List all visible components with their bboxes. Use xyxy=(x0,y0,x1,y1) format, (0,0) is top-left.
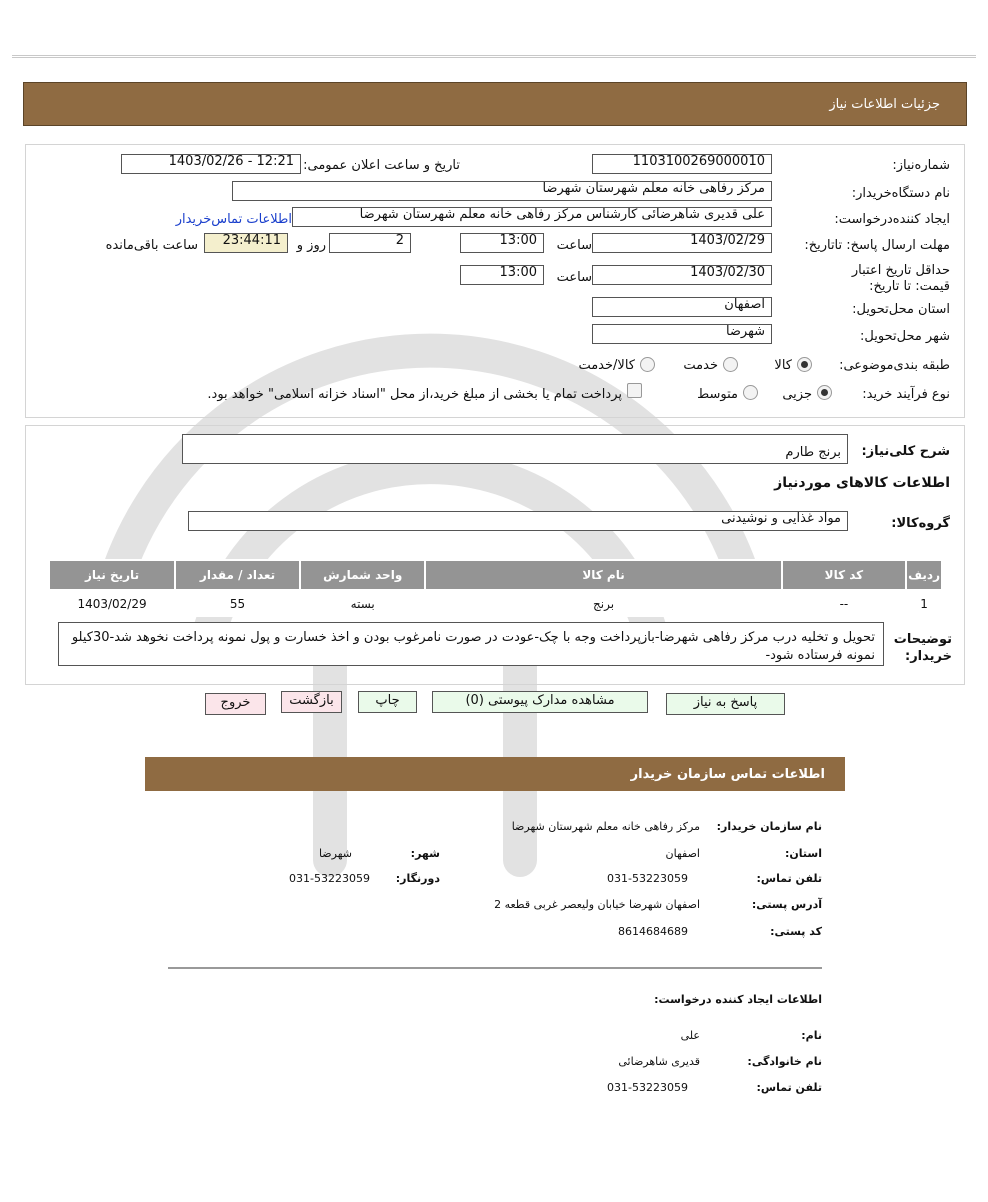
city-field[interactable]: شهرضا xyxy=(592,324,772,344)
contact-city-value: شهرضا xyxy=(318,847,352,860)
cell-name: برنج xyxy=(425,590,781,617)
contact-province-label: استان: xyxy=(785,847,822,860)
goods-heading: اطلاعات کالاهای مورد‌نیاز xyxy=(774,475,950,491)
announce-datetime-field[interactable]: 1403/02/26 - 12:21 xyxy=(121,154,301,174)
exit-button[interactable]: خروج xyxy=(205,693,266,715)
validity-hour-label: ساعت xyxy=(556,270,592,285)
contact-phone-label: تلفن تماس: xyxy=(756,872,822,885)
days-field[interactable]: 2 xyxy=(329,233,411,253)
col-unit: واحد شمارش xyxy=(300,560,425,590)
process-label: نوع فرآیند خرید: xyxy=(862,387,950,402)
category-service-label: خدمت xyxy=(683,358,718,373)
page-header xyxy=(23,82,967,126)
creator-family-label: نام خانوادگی: xyxy=(747,1055,822,1068)
validity-date-field[interactable]: 1403/02/30 xyxy=(592,265,772,285)
contact-postal-label: کد پستی: xyxy=(770,925,822,938)
treasury-payment-checkbox[interactable] xyxy=(627,383,642,398)
deadline-hour-label: ساعت xyxy=(556,238,592,253)
remaining-label: ساعت باقی‌مانده xyxy=(105,238,198,253)
group-label: گروه‌کالا: xyxy=(891,516,950,531)
buyer-contact-link[interactable]: اطلاعات تماس‌خریدار xyxy=(175,212,292,227)
contact-phone-value: 031-53223059 xyxy=(607,872,688,885)
process-medium-radio[interactable] xyxy=(743,385,758,400)
notes-label: توضیحات خریدار: xyxy=(893,632,952,664)
col-row: ردیف xyxy=(906,560,942,590)
deadline-label: مهلت ارسال پاسخ: تاتاریخ: xyxy=(804,238,950,253)
cell-code: -- xyxy=(782,590,906,617)
contact-heading: اطلاعات تماس سازمان خریدار xyxy=(630,767,825,782)
process-minor-label: جزیی xyxy=(782,387,812,402)
contact-fax-value: 031-53223059 xyxy=(289,872,370,885)
creator-phone-value: 031-53223059 xyxy=(607,1081,688,1094)
contact-divider xyxy=(168,967,822,969)
cell-quantity: 55 xyxy=(175,590,300,617)
col-name: نام کالا xyxy=(425,560,781,590)
contact-address-value: اصفهان شهرضا خیابان ولیعصر غربی قطعه 2 xyxy=(494,898,700,911)
days-label: روز و xyxy=(296,238,326,253)
announce-label: تاریخ و ساعت اعلان عمومی: xyxy=(303,158,460,173)
creator-family-value: قدیری شاهرضائی xyxy=(618,1055,700,1068)
category-both-radio[interactable] xyxy=(640,357,655,372)
creator-name-label: نام: xyxy=(801,1029,822,1042)
top-divider xyxy=(12,55,976,58)
col-code: کد کالا xyxy=(782,560,906,590)
deadline-date-field[interactable]: 1403/02/29 xyxy=(592,233,772,253)
remaining-time-field: 23:44:11 xyxy=(204,233,288,253)
buyer-org-field[interactable]: مرکز رفاهی خانه معلم شهرستان شهرضا xyxy=(232,181,772,201)
province-field[interactable]: اصفهان xyxy=(592,297,772,317)
attachments-button[interactable]: مشاهده مدارک پیوستی (0) xyxy=(432,691,648,713)
city-label: شهر محل‌تحویل: xyxy=(860,329,950,344)
need-number-field[interactable]: 1103100269000010 xyxy=(592,154,772,174)
items-table xyxy=(48,559,943,617)
process-medium-label: متوسط xyxy=(697,387,738,402)
contact-org-value: مرکز رفاهی خانه معلم شهرستان شهرضا xyxy=(511,820,700,833)
page-title: جزئیات اطلاعات نیاز xyxy=(829,97,940,112)
category-label: طبقه بندی‌موضوعی: xyxy=(839,358,950,373)
back-button[interactable]: بازگشت xyxy=(281,691,342,713)
print-button[interactable]: چاپ xyxy=(358,691,417,713)
notes-field[interactable]: تحویل و تخلیه درب مرکز رفاهی شهرضا-بازپرداخت وجه با چک-عودت در صورت نامرغوب بودن و اخذ خسارت و پول نمونه پرداخت نخوهد شد-30کیلو نمونه فرستاده شود- xyxy=(58,622,884,666)
need-number-label: شماره‌نیاز: xyxy=(892,158,950,173)
process-minor-radio[interactable] xyxy=(817,385,832,400)
table-row[interactable] xyxy=(49,590,942,617)
creator-info-heading: اطلاعات ایجاد کننده درخواست: xyxy=(654,993,822,1006)
desc-field[interactable]: برنج طارم xyxy=(182,434,848,464)
contact-address-label: آدرس پستی: xyxy=(751,898,822,911)
category-service-radio[interactable] xyxy=(723,357,738,372)
creator-phone-label: تلفن تماس: xyxy=(756,1081,822,1094)
cell-date: 1403/02/29 xyxy=(49,590,175,617)
cell-row: 1 xyxy=(906,590,942,617)
contact-city-label: شهر: xyxy=(410,847,440,860)
creator-field[interactable]: علی قدیری شاهرضائی کارشناس مرکز رفاهی خانه معلم شهرستان شهرضا xyxy=(292,207,772,227)
group-field[interactable]: مواد غذایی و نوشیدنی xyxy=(188,511,848,531)
province-label: استان محل‌تحویل: xyxy=(852,302,950,317)
contact-province-value: اصفهان xyxy=(665,847,700,860)
validity-time-field[interactable]: 13:00 xyxy=(460,265,544,285)
contact-org-label: نام سازمان خریدار: xyxy=(716,820,822,833)
cell-unit: بسته xyxy=(300,590,425,617)
creator-name-value: علی xyxy=(680,1029,700,1042)
category-goods-radio[interactable] xyxy=(797,357,812,372)
creator-label: ایجاد کننده‌درخواست: xyxy=(834,212,950,227)
reply-button[interactable]: پاسخ به نیاز xyxy=(666,693,785,715)
col-date: تاریخ نیاز xyxy=(49,560,175,590)
treasury-payment-note: پرداخت تمام یا بخشی از مبلغ خرید،از محل "اسناد خزانه اسلامی" خواهد بود. xyxy=(207,387,622,402)
category-both-label: کالا/خدمت xyxy=(578,358,635,373)
contact-postal-value: 8614684689 xyxy=(618,925,688,938)
table-header-row xyxy=(49,560,942,590)
validity-label: حداقل تاریخ اعتبار قیمت: تا تاریخ: xyxy=(851,263,950,294)
deadline-time-field[interactable]: 13:00 xyxy=(460,233,544,253)
desc-label: شرح کلی‌نیاز: xyxy=(861,444,950,459)
category-goods-label: کالا xyxy=(774,358,792,373)
contact-fax-label: دورنگار: xyxy=(395,872,440,885)
col-quantity: تعداد / مقدار xyxy=(175,560,300,590)
buyer-org-label: نام دستگاه‌خریدار: xyxy=(851,186,950,201)
contact-header xyxy=(145,757,845,791)
